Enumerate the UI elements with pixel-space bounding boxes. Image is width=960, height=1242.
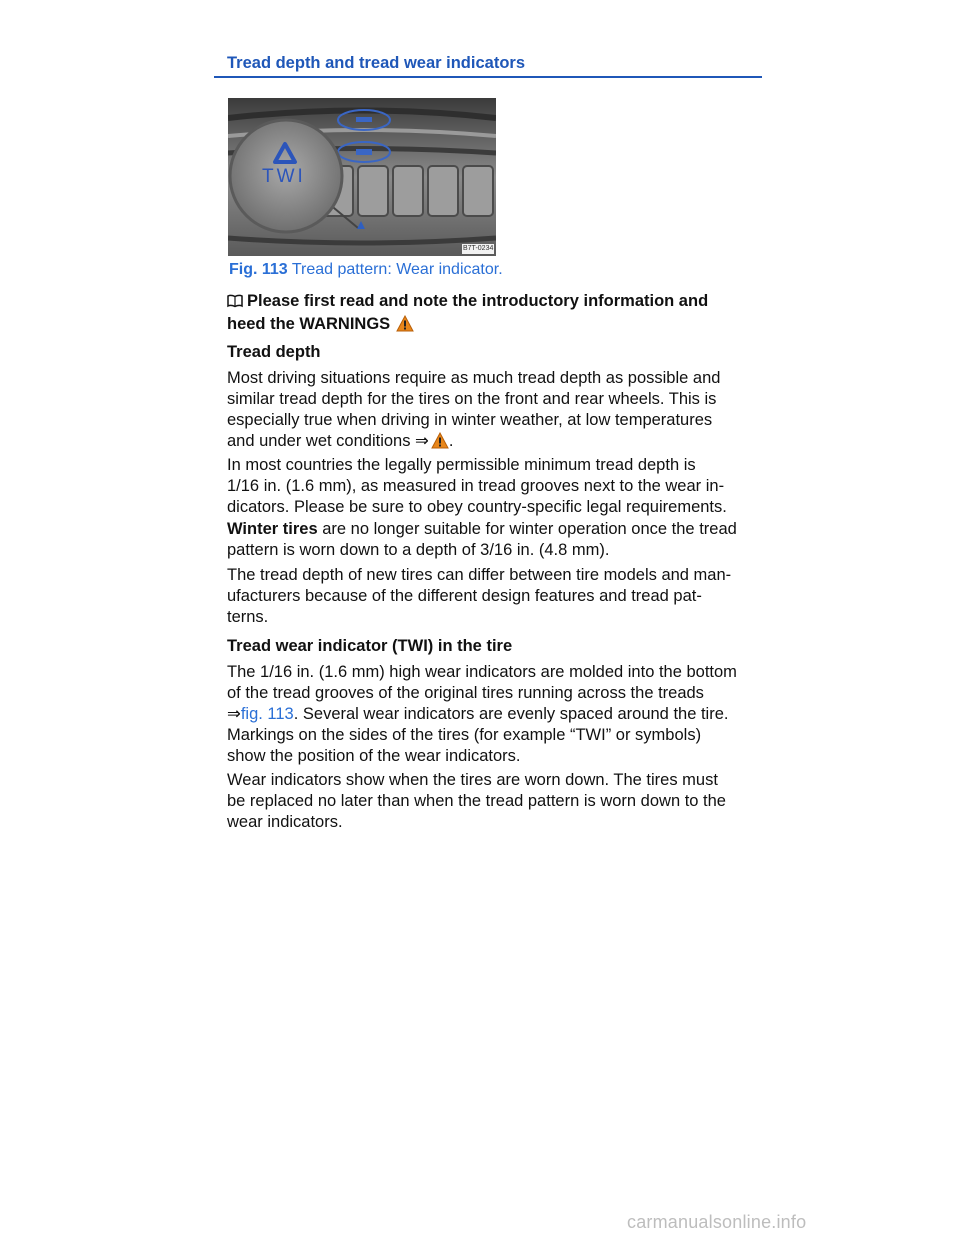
- watermark: carmanualsonline.info: [627, 1212, 807, 1232]
- book-icon: [227, 293, 243, 314]
- text-line: Markings on the sides of the tires (for example “TWI” or symbols): [227, 726, 702, 744]
- warning-icon[interactable]: [431, 432, 449, 455]
- text-line: similar tread depth for the tires on the front and rear wheels. This is: [227, 390, 717, 408]
- text-line: wear indicators.: [227, 813, 343, 831]
- paragraph-tread-depth-2: [227, 455, 767, 518]
- text-line: 1/16 in. (1.6 mm), as measured in tread grooves next to the wear in-: [227, 477, 725, 495]
- page-title: Tread depth and tread wear indicators: [227, 54, 525, 72]
- text-line: [227, 704, 767, 725]
- paragraph-winter-tires: [227, 519, 767, 561]
- warning-icon[interactable]: [396, 315, 414, 338]
- paragraph-tread-depth-1: [227, 368, 767, 455]
- text-line: The 1/16 in. (1.6 mm) high wear indicators are molded into the bottom: [227, 663, 737, 681]
- text-line: The tread depth of new tires can differ between tire models and man-: [227, 566, 732, 584]
- note-line-2[interactable]: heed the WARNINGS: [227, 315, 391, 333]
- text-line: show the position of the wear indicators.: [227, 747, 521, 765]
- text-line: of the tread grooves of the original tires running across the treads: [227, 684, 704, 702]
- twi-badge-text: TWI: [262, 166, 306, 187]
- figure-caption-label: Fig. 113: [229, 261, 288, 278]
- tire-tread-figure: [228, 98, 496, 256]
- text-line: [227, 431, 767, 455]
- paragraph-tread-depth-4: [227, 565, 767, 628]
- section-header: [214, 52, 762, 78]
- note-line-1: Please first read and note the introductory information and: [247, 292, 709, 310]
- heading-tread-depth: Tread depth: [227, 343, 321, 361]
- text-line: ufacturers because of the different design features and tread pat-: [227, 587, 702, 605]
- intro-note: [227, 291, 762, 338]
- text-line: be replaced no later than when the tread pattern is worn down to the: [227, 792, 726, 810]
- paragraph-twi-2: [227, 770, 767, 833]
- text-line: In most countries the legally permissible minimum tread depth is: [227, 456, 696, 474]
- figure-caption-text: Tread pattern: Wear indicator.: [291, 261, 503, 278]
- heading-twi: Tread wear indicator (TWI) in the tire: [227, 637, 513, 655]
- figure-code: B7T-0234: [463, 245, 494, 252]
- text-line: [227, 519, 767, 540]
- text-line-segment: and under wet conditions ⇒: [227, 432, 429, 450]
- figure-caption: [229, 261, 503, 279]
- text-line-end: .: [448, 432, 454, 450]
- arrow-glyph: ⇒: [227, 705, 241, 723]
- text-line-segment: . Several wear indicators are evenly spaced around the tire.: [293, 705, 729, 723]
- text-line: pattern is worn down to a depth of 3/16 in. (4.8 mm).: [227, 541, 610, 559]
- text-line: terns.: [227, 608, 269, 626]
- text-line: Wear indicators show when the tires are worn down. The tires must: [227, 771, 718, 789]
- text-line-segment: are no longer suitable for winter operation once the tread: [317, 520, 737, 538]
- text-line: dicators. Please be sure to obey country-specific legal requirements.: [227, 498, 727, 516]
- text-line: especially true when driving in winter weather, at low temperatures: [227, 411, 713, 429]
- text-line: Most driving situations require as much tread depth as possible and: [227, 369, 721, 387]
- paragraph-twi-1: [227, 662, 767, 767]
- figure-link[interactable]: fig. 113: [240, 705, 294, 723]
- winter-tires-term: Winter tires: [227, 520, 318, 538]
